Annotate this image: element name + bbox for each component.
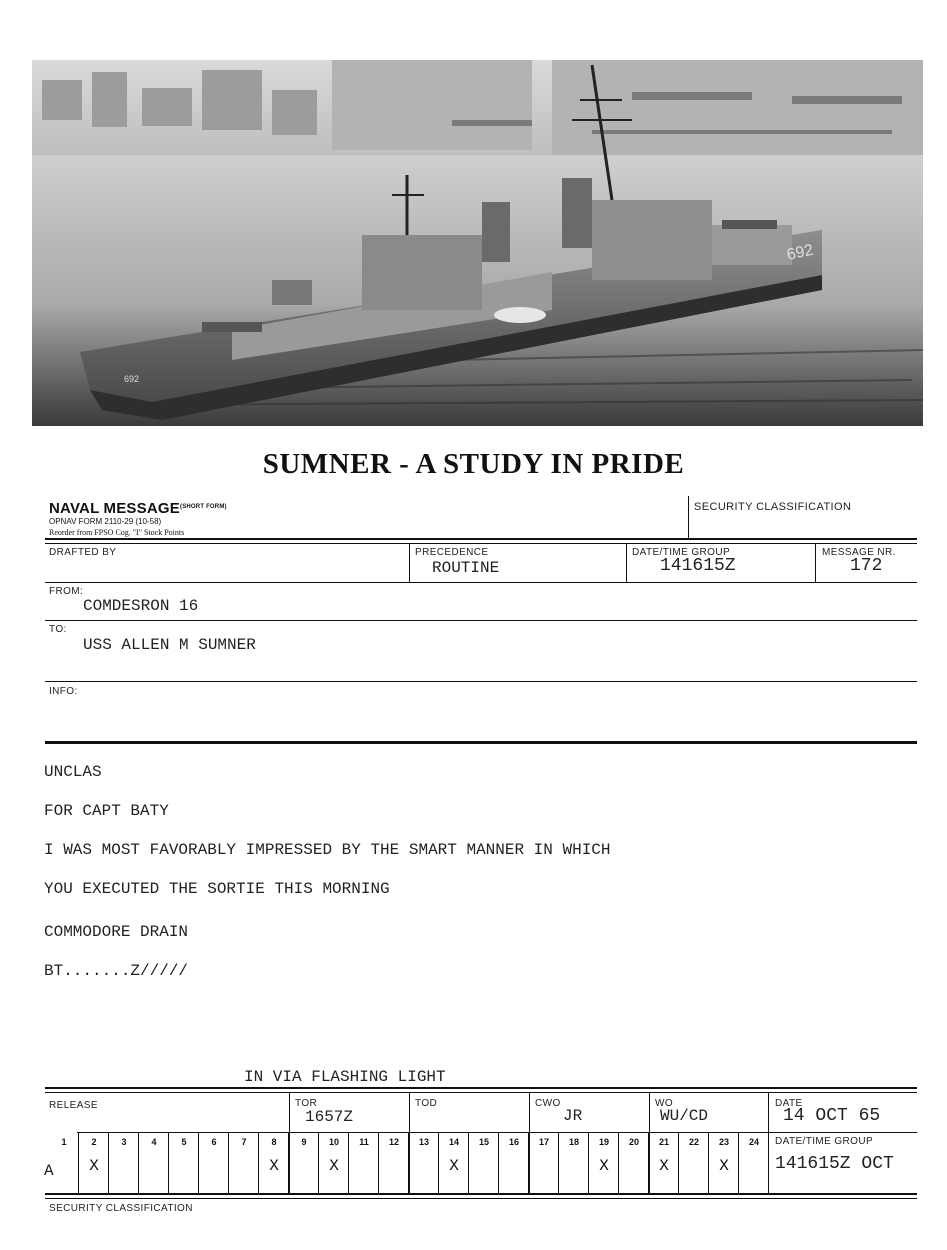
footer-rule-bottom2 — [45, 1198, 917, 1199]
info-label: INFO: — [49, 686, 78, 697]
message-nr-value: 172 — [850, 556, 883, 576]
grid-cell-number: 1 — [61, 1137, 67, 1147]
security-label-top: SECURITY CLASSIFICATION — [694, 501, 852, 513]
date-value: 14 OCT 65 — [783, 1106, 881, 1126]
form-name: NAVAL MESSAGE — [49, 500, 180, 517]
grid-cell-number: 18 — [568, 1137, 579, 1147]
grid-cell-number: 22 — [688, 1137, 699, 1147]
body-line: FOR CAPT BATY — [44, 802, 169, 820]
security-label-bottom: SECURITY CLASSIFICATION — [49, 1203, 193, 1214]
col-divider-1 — [409, 543, 410, 583]
via-note: IN VIA FLASHING LIGHT — [244, 1068, 446, 1086]
release-label: RELEASE — [49, 1100, 98, 1111]
grid-row-rule — [77, 1132, 917, 1133]
body-line: YOU EXECUTED THE SORTIE THIS MORNING — [44, 880, 390, 898]
page-title: SUMNER - A STUDY IN PRIDE — [262, 448, 685, 480]
header-rule-top — [45, 538, 917, 540]
security-divider — [688, 496, 689, 538]
cwo-value: JR — [563, 1107, 583, 1125]
grid-cell-number: 7 — [241, 1137, 247, 1147]
row-letter: A — [44, 1162, 54, 1180]
grid-cell-number: 9 — [301, 1137, 307, 1147]
grid-cell-mark: X — [659, 1157, 669, 1175]
dtg-label: DATE/TIME GROUP — [632, 547, 731, 558]
form-number: OPNAV FORM 2110-29 (10-58) — [49, 517, 162, 526]
grid-cell-mark: X — [719, 1157, 729, 1175]
grid-cell-mark: X — [599, 1157, 609, 1175]
cwo-label: CWO — [535, 1098, 561, 1109]
hull-number-stern: 692 — [124, 374, 140, 384]
grid-cell-mark: X — [329, 1157, 339, 1175]
footer-dtg-value: 141615Z OCT — [775, 1154, 894, 1174]
grid-cell-mark: X — [269, 1157, 279, 1175]
footer-rule-bottom — [45, 1193, 917, 1195]
grid-cell-mark: X — [449, 1157, 459, 1175]
precedence-label: PRECEDENCE — [415, 547, 489, 558]
form-reorder-note: Reorder from FPSO Cog. "I" Stock Points — [49, 528, 185, 537]
col-divider-2 — [626, 543, 627, 583]
body-line: BT.......Z///// — [44, 962, 189, 980]
row-rule-2 — [45, 620, 917, 621]
grid-cell-number: 16 — [508, 1137, 519, 1147]
grid-cell-number: 8 — [271, 1137, 277, 1147]
to-label: TO: — [49, 624, 67, 635]
grid-cell-mark: X — [89, 1157, 99, 1175]
drafted-by-label: DRAFTED BY — [49, 547, 117, 558]
body-line: I WAS MOST FAVORABLY IMPRESSED BY THE SMART MANNER IN WHICH — [44, 841, 611, 859]
tod-label: TOD — [415, 1098, 438, 1109]
hull-number-bow: 692 — [785, 241, 815, 264]
grid-cell-number: 20 — [628, 1137, 639, 1147]
from-label: FROM: — [49, 586, 84, 597]
body-rule — [45, 741, 917, 744]
body-line: COMMODORE DRAIN — [44, 923, 189, 941]
grid-cell-number: 15 — [478, 1137, 489, 1147]
grid-cell-number: 24 — [748, 1137, 759, 1147]
grid-cell-number: 21 — [658, 1137, 669, 1147]
grid-cell-number: 13 — [418, 1137, 429, 1147]
grid-cell-number: 2 — [91, 1137, 97, 1147]
message-nr-label: MESSAGE NR. — [822, 547, 896, 558]
row-rule-1 — [45, 582, 917, 583]
grid-cell-number: 10 — [328, 1137, 339, 1147]
grid-cell-number: 11 — [359, 1137, 369, 1147]
dtg-value: 141615Z — [660, 556, 736, 576]
row-rule-3 — [45, 681, 917, 682]
footer-dtg-label: DATE/TIME GROUP — [775, 1136, 874, 1147]
grid-cell-number: 4 — [151, 1137, 157, 1147]
to-value: USS ALLEN M SUMNER — [83, 636, 256, 654]
grid-cell-number: 19 — [598, 1137, 609, 1147]
footer-rule-top — [45, 1087, 917, 1089]
grid-cell-number: 14 — [448, 1137, 459, 1147]
tor-value: 1657Z — [305, 1108, 354, 1126]
ship-photograph — [32, 60, 923, 426]
grid-cell-number: 5 — [181, 1137, 187, 1147]
tor-label: TOR — [295, 1098, 318, 1109]
wo-label: WO — [655, 1098, 674, 1109]
grid-cell-number: 3 — [121, 1137, 127, 1147]
footer-rule-top2 — [45, 1092, 917, 1093]
from-value: COMDESRON 16 — [83, 597, 199, 615]
grid-cell-number: 23 — [718, 1137, 729, 1147]
date-label: DATE — [775, 1098, 803, 1109]
form-short-label: (SHORT FORM) — [180, 504, 227, 510]
col-divider-3 — [815, 543, 816, 583]
body-line: UNCLAS — [44, 763, 102, 781]
precedence-value: ROUTINE — [432, 559, 500, 577]
grid-cell-number: 6 — [211, 1137, 217, 1147]
header-rule-bottom — [45, 543, 917, 544]
wo-value: WU/CD — [660, 1107, 709, 1125]
grid-cell-number: 12 — [388, 1137, 399, 1147]
grid-cell-number: 17 — [538, 1137, 549, 1147]
